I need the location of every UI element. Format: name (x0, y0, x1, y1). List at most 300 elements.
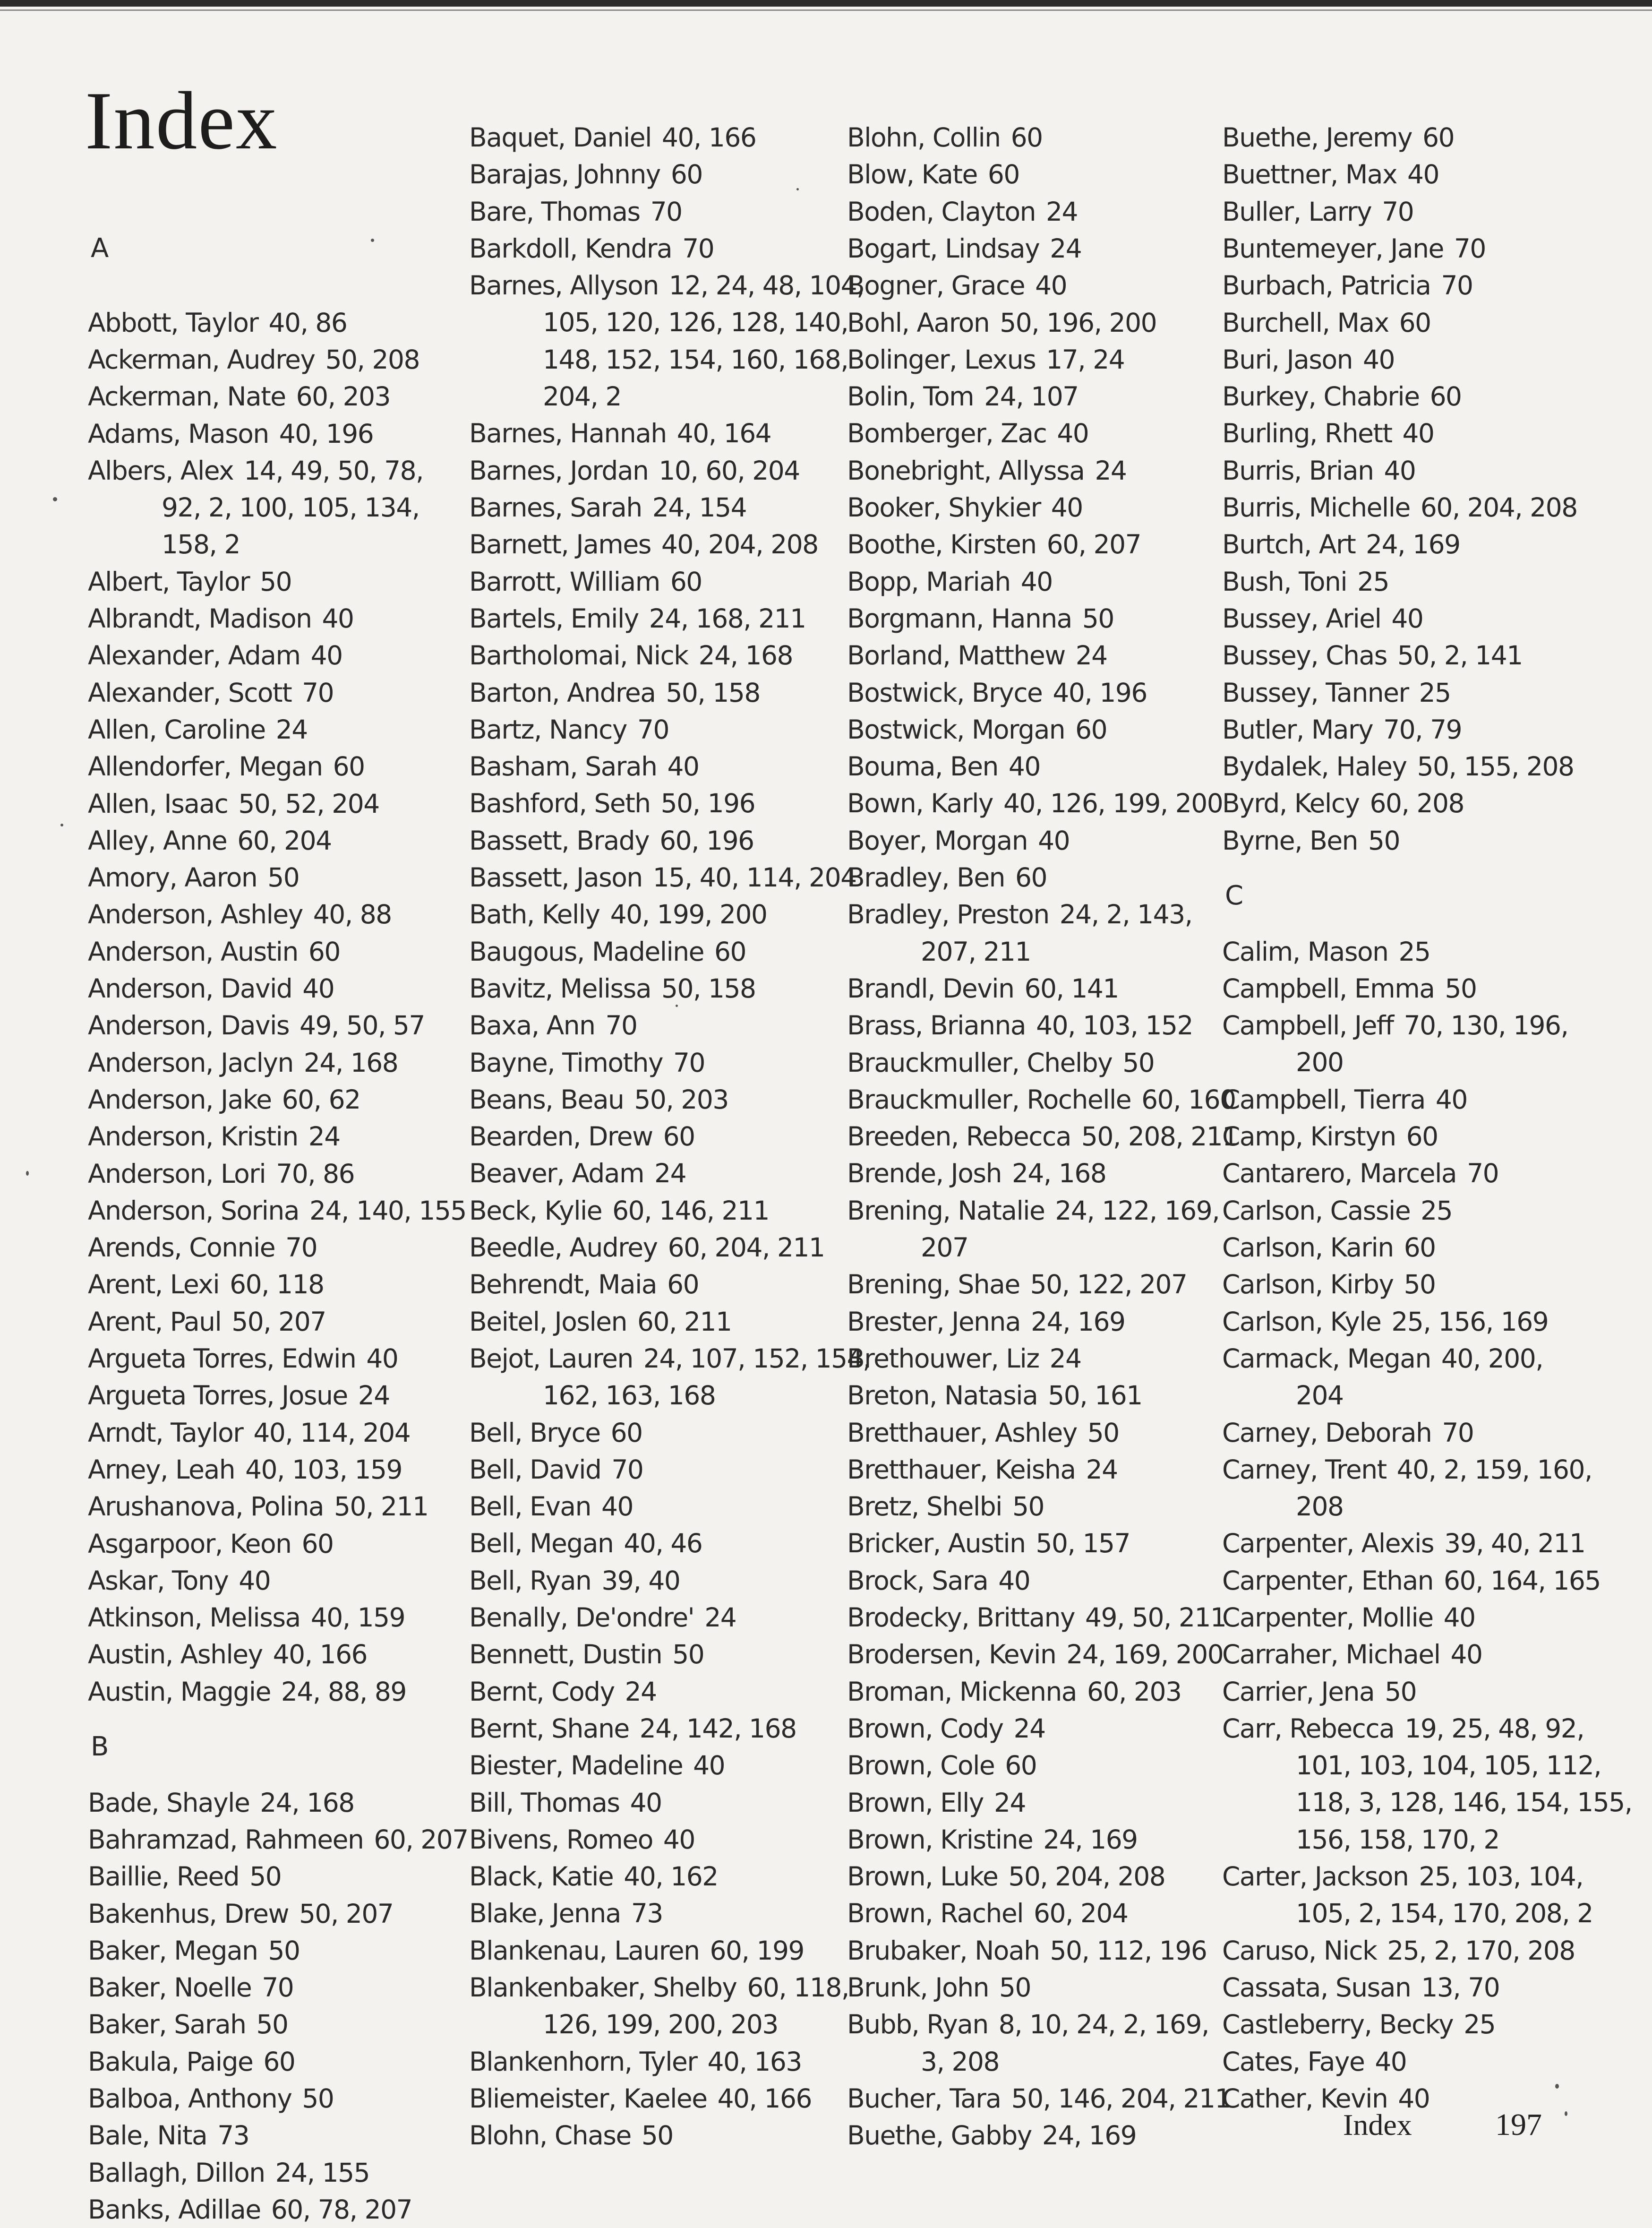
index-entry (847, 267, 1215, 304)
index-entry (469, 119, 838, 156)
entry-pages: 24 (654, 1158, 686, 1189)
entry-pages-continued: 3, 208 (921, 2046, 999, 2077)
entry-name: Bretz, Shelbi (847, 1491, 1002, 1522)
entry-name: Carlson, Kyle (1222, 1306, 1381, 1337)
entry-name: Behrendt, Maia (469, 1269, 657, 1300)
entry-name: Arndt, Taylor (88, 1417, 243, 1448)
index-entry (1222, 526, 1591, 563)
index-entry (1222, 1081, 1591, 1118)
entry-name: Brauckmuller, Rochelle (847, 1084, 1131, 1115)
entry-pages: 60 (1399, 307, 1431, 338)
entry-name: Baillie, Reed (88, 1861, 240, 1892)
entry-pages: 60, 203 (1087, 1676, 1181, 1707)
index-entry (847, 1821, 1215, 1858)
index-entry (847, 341, 1215, 378)
entry-name: Balboa, Anthony (88, 2083, 292, 2114)
index-entry (88, 1377, 456, 1414)
index-entry (88, 822, 456, 859)
entry-pages: 70 (650, 196, 682, 227)
index-entry (469, 785, 838, 822)
entry-pages: 40 (1008, 751, 1040, 782)
entry-name: Carrier, Jena (1222, 1676, 1375, 1707)
entry-name: Bomberger, Zac (847, 418, 1047, 449)
scan-speck (53, 497, 57, 501)
index-entry (847, 600, 1215, 637)
entry-pages: 50, 158 (661, 973, 756, 1004)
entry-name: Bydalek, Haley (1222, 751, 1407, 782)
index-entry (847, 1044, 1215, 1081)
index-entry (1222, 1562, 1601, 1599)
entry-name: Ackerman, Nate (88, 381, 286, 412)
entry-name: Bartz, Nancy (469, 714, 627, 745)
entry-name: Campbell, Emma (1222, 973, 1435, 1004)
scan-speck (676, 1005, 678, 1007)
index-entry (1222, 1118, 1591, 1155)
entry-name: Brodecky, Brittany (847, 1602, 1075, 1633)
entry-pages: 60, 211 (637, 1306, 732, 1337)
entry-name: Bivens, Romeo (469, 1824, 653, 1855)
entry-pages: 40 (366, 1343, 398, 1374)
entry-pages: 39, 40 (601, 1565, 680, 1596)
index-entry (469, 1488, 838, 1525)
index-entry (88, 1007, 456, 1044)
index-entry (469, 1118, 838, 1155)
top-border-thin (0, 9, 1652, 11)
entry-name: Buri, Jason (1222, 344, 1353, 375)
entry-pages-continued: 105, 120, 126, 128, 140, (543, 307, 848, 338)
entry-pages: 24 (308, 1121, 340, 1152)
entry-name: Bassett, Jason (469, 862, 642, 893)
index-entry (469, 1192, 838, 1229)
top-border (0, 0, 1652, 7)
entry-name: Carter, Jackson (1222, 1861, 1409, 1892)
entry-pages: 50 (1385, 1676, 1417, 1707)
entry-name: Banks, Adillae (88, 2194, 261, 2225)
entry-pages: 50 (1404, 1269, 1436, 1300)
entry-pages: 50, 203 (634, 1084, 728, 1115)
entry-name: Bolin, Tom (847, 381, 974, 412)
index-entry (469, 859, 856, 896)
entry-pages: 24 (993, 1787, 1026, 1818)
entry-name: Bolinger, Lexus (847, 344, 1036, 375)
entry-pages: 60 (1010, 122, 1043, 153)
index-entry (469, 1044, 838, 1081)
entry-name: Bell, Ryan (469, 1565, 591, 1596)
entry-pages: 25 (1419, 677, 1451, 708)
entry-pages: 60 (987, 159, 1019, 190)
entry-pages: 40 (1443, 1602, 1475, 1633)
entry-pages: 40 (630, 1787, 662, 1818)
index-entry (88, 896, 456, 933)
entry-name: Bown, Karly (847, 788, 993, 819)
entry-name: Basham, Sarah (469, 751, 657, 782)
entry-name: Bliemeister, Kaelee (469, 2083, 707, 2114)
entry-name: Bretthauer, Keisha (847, 1454, 1076, 1485)
entry-name: Camp, Kirstyn (1222, 1121, 1396, 1152)
index-entry (88, 600, 456, 637)
entry-name: Carney, Deborah (1222, 1417, 1432, 1448)
index-entry (847, 1303, 1215, 1340)
entry-pages: 40 (1450, 1639, 1482, 1670)
entry-name: Beaver, Adam (469, 1158, 644, 1189)
entry-pages: 70 (302, 677, 334, 708)
entry-name: Allen, Isaac (88, 788, 228, 819)
scan-speck (1565, 2111, 1567, 2116)
entry-pages: 50, 157 (1036, 1528, 1130, 1559)
index-entry (1222, 1007, 1591, 1081)
entry-name: Bell, Megan (469, 1528, 614, 1559)
entry-name: Beans, Beau (469, 1084, 624, 1115)
entry-pages: 40 (322, 603, 354, 634)
scan-speck (1555, 2084, 1559, 2089)
index-entry (88, 1636, 456, 1673)
index-entry (1222, 267, 1591, 304)
index-entry (1222, 341, 1591, 378)
entry-pages: 40, 88 (313, 899, 392, 930)
index-entry (469, 489, 838, 526)
entry-pages: 40, 159 (310, 1602, 405, 1633)
index-entry (1222, 2043, 1591, 2080)
entry-name: Brown, Luke (847, 1861, 998, 1892)
index-entry (847, 378, 1215, 415)
index-entry (469, 970, 838, 1007)
entry-name: Brock, Sara (847, 1565, 988, 1596)
entry-pages: 24, 2, 143, (1059, 899, 1192, 930)
index-entry (847, 859, 1215, 896)
index-entry (88, 1562, 456, 1599)
index-entry (1222, 637, 1591, 674)
entry-name: Cather, Kevin (1222, 2083, 1388, 2114)
entry-name: Bradley, Preston (847, 899, 1049, 930)
entry-pages: 24 (1095, 455, 1127, 486)
entry-pages: 40, 199, 200 (610, 899, 767, 930)
entry-name: Atkinson, Melissa (88, 1602, 300, 1633)
entry-name: Bassett, Brady (469, 825, 650, 856)
entry-pages: 50, 208, 211 (1081, 1121, 1238, 1152)
entry-name: Blohn, Chase (469, 2120, 631, 2151)
entry-name: Buethe, Jeremy (1222, 122, 1412, 153)
index-entry (1222, 711, 1591, 748)
entry-name: Brown, Rachel (847, 1898, 1024, 1929)
index-entry (1222, 1636, 1591, 1673)
entry-name: Baker, Sarah (88, 2009, 246, 2040)
entry-name: Arends, Connie (88, 1232, 275, 1263)
entry-name: Bearden, Drew (469, 1121, 653, 1152)
index-entry (1222, 1525, 1591, 1562)
entry-pages-continued: 101, 103, 104, 105, 112, (1296, 1750, 1601, 1781)
entry-pages: 24, 168 (260, 1787, 354, 1818)
index-entry (847, 637, 1215, 674)
entry-pages: 60 (714, 936, 746, 967)
entry-name: Bretthauer, Ashley (847, 1417, 1077, 1448)
entry-pages: 73 (631, 1898, 663, 1929)
index-entry (1222, 193, 1591, 230)
index-entry (1222, 970, 1591, 1007)
index-entry (847, 1007, 1215, 1044)
entry-pages: 50, 122, 207 (1030, 1269, 1187, 1300)
entry-pages: 19, 25, 48, 92, (1404, 1713, 1584, 1744)
entry-name: Brass, Brianna (847, 1010, 1026, 1041)
index-entry (847, 1969, 1215, 2006)
entry-name: Bade, Shayle (88, 1787, 250, 1818)
entry-name: Bartels, Emily (469, 603, 639, 634)
entry-pages: 60, 196 (659, 825, 754, 856)
entry-pages: 40 (667, 751, 699, 782)
entry-name: Baker, Megan (88, 1935, 258, 1966)
entry-name: Anderson, Austin (88, 936, 298, 967)
entry-pages: 8, 10, 24, 2, 169, (998, 2009, 1209, 2040)
entry-pages: 60 (1422, 122, 1455, 153)
entry-pages: 50, 146, 204, 211 (1011, 2083, 1231, 2114)
index-entry (469, 822, 838, 859)
entry-name: Bill, Thomas (469, 1787, 620, 1818)
entry-pages: 13, 70 (1421, 1972, 1500, 2003)
entry-pages: 60 (663, 1121, 695, 1152)
entry-pages: 24, 168 (698, 640, 793, 671)
index-entry (847, 415, 1215, 452)
entry-name: Bohl, Aaron (847, 307, 990, 338)
entry-name: Bubb, Ryan (847, 2009, 988, 2040)
entry-name: Allen, Caroline (88, 714, 265, 745)
entry-pages: 60, 160 (1141, 1084, 1236, 1115)
index-entry (469, 415, 838, 452)
entry-name: Brodersen, Kevin (847, 1639, 1056, 1670)
entry-pages-continued: 204 (1296, 1380, 1344, 1411)
index-entry (847, 230, 1215, 267)
index-entry (469, 1599, 838, 1636)
entry-name: Bakenhus, Drew (88, 1898, 289, 1929)
entry-name: Arney, Leah (88, 1454, 235, 1485)
index-entry (469, 526, 838, 563)
entry-pages: 40, 196 (279, 418, 374, 449)
entry-pages-continued: 105, 2, 154, 170, 208, 2 (1296, 1898, 1593, 1929)
entry-pages: 40 (1020, 566, 1053, 597)
entry-pages: 70 (1382, 196, 1414, 227)
entry-name: Brende, Josh (847, 1158, 1001, 1189)
entry-name: Brown, Kristine (847, 1824, 1033, 1855)
index-entry (469, 1710, 838, 1747)
entry-pages: 60 (333, 751, 365, 782)
entry-name: Boyer, Morgan (847, 825, 1028, 856)
entry-pages: 40, 164 (676, 418, 771, 449)
index-entry (469, 193, 838, 230)
entry-name: Benally, De'ondre' (469, 1602, 694, 1633)
index-entry (847, 1155, 1215, 1192)
entry-pages: 24, 168, 211 (649, 603, 806, 634)
entry-pages: 60 (667, 1269, 699, 1300)
entry-name: Barnes, Hannah (469, 418, 667, 449)
index-entry (847, 452, 1215, 489)
entry-name: Byrne, Ben (1222, 825, 1358, 856)
entry-name: Albrandt, Madison (88, 603, 312, 634)
index-entry (469, 267, 865, 415)
entry-name: Carlson, Kirby (1222, 1269, 1394, 1300)
entry-pages: 25 (1421, 1195, 1453, 1226)
index-entry (88, 1784, 456, 1821)
entry-pages: 24 (1086, 1454, 1118, 1485)
entry-pages: 60, 207 (1046, 529, 1141, 560)
index-entry (469, 674, 838, 711)
entry-name: Boothe, Kirsten (847, 529, 1036, 560)
index-entry (469, 711, 838, 748)
entry-pages: 70 (605, 1010, 637, 1041)
index-entry (469, 563, 838, 600)
entry-pages: 14, 49, 50, 78, (244, 455, 424, 486)
entry-pages: 60, 204, 211 (668, 1232, 825, 1263)
entry-name: Barnes, Jordan (469, 455, 649, 486)
entry-pages: 40, 200, (1441, 1343, 1543, 1374)
entry-name: Anderson, David (88, 973, 292, 1004)
entry-name: Askar, Tony (88, 1565, 229, 1596)
entry-name: Beck, Kylie (469, 1195, 602, 1226)
index-entry (847, 674, 1215, 711)
index-entry (847, 1673, 1215, 1710)
index-entry (1222, 1266, 1591, 1303)
index-entry (1222, 1673, 1591, 1710)
entry-name: Arent, Paul (88, 1306, 222, 1337)
entry-pages: 70 (1442, 1417, 1474, 1448)
entry-pages: 40, 204, 208 (661, 529, 818, 560)
index-entry (88, 378, 456, 415)
entry-pages: 40, 163 (707, 2046, 802, 2077)
entry-name: Abbott, Taylor (88, 307, 258, 338)
index-entry (88, 1488, 456, 1525)
entry-name: Amory, Aaron (88, 862, 257, 893)
index-entry (469, 2043, 838, 2080)
index-entry (88, 2154, 456, 2191)
index-entry (847, 119, 1215, 156)
index-entry (847, 1858, 1215, 1895)
entry-pages: 25 (1357, 566, 1389, 597)
index-entry (1222, 1229, 1591, 1266)
entry-pages: 70 (1441, 270, 1473, 301)
entry-pages: 50, 161 (1048, 1380, 1142, 1411)
entry-pages: 50 (999, 1972, 1031, 2003)
entry-pages: 24, 122, 169, (1055, 1195, 1220, 1226)
index-entry (847, 1599, 1226, 1636)
entry-pages: 40, 114, 204 (253, 1417, 411, 1448)
entry-name: Bakula, Paige (88, 2046, 253, 2077)
index-entry (1222, 119, 1591, 156)
index-entry (469, 1895, 838, 1932)
footer-section-label: Index (1343, 2108, 1412, 2142)
entry-pages: 24, 169 (1042, 2120, 1137, 2151)
entry-pages: 50 (1122, 1047, 1155, 1078)
index-entry (88, 637, 456, 674)
entry-pages: 24 (1049, 1343, 1081, 1374)
index-entry (847, 1895, 1215, 1932)
entry-name: Breton, Natasia (847, 1380, 1038, 1411)
entry-pages: 40, 162 (624, 1861, 718, 1892)
entry-pages: 24 (1075, 640, 1107, 671)
entry-pages: 15, 40, 114, 204 (652, 862, 856, 893)
entry-pages: 60 (1075, 714, 1107, 745)
entry-pages: 24, 169 (1366, 529, 1460, 560)
entry-name: Bartholomai, Nick (469, 640, 688, 671)
entry-name: Bell, Evan (469, 1491, 591, 1522)
entry-pages: 50, 211 (334, 1491, 428, 1522)
index-entry (1222, 1858, 1591, 1932)
index-entry (469, 1081, 838, 1118)
index-entry (469, 156, 838, 193)
entry-pages: 49, 50, 211 (1085, 1602, 1226, 1633)
entry-pages: 40, 46 (624, 1528, 702, 1559)
index-entry (1222, 1969, 1591, 2006)
entry-pages-continued: 158, 2 (162, 529, 240, 560)
letter-heading: A (91, 233, 109, 264)
entry-name: Blankenbaker, Shelby (469, 1972, 737, 2003)
entry-name: Campbell, Jeff (1222, 1010, 1394, 1041)
entry-pages-continued: 207 (921, 1232, 968, 1263)
index-entry (1222, 415, 1591, 452)
index-entry (88, 415, 456, 452)
entry-name: Buntemeyer, Jane (1222, 233, 1444, 264)
entry-pages: 24 (275, 714, 308, 745)
index-entry (1222, 1932, 1591, 1969)
entry-pages: 25 (1398, 936, 1430, 967)
index-entry (847, 2080, 1231, 2117)
index-entry (469, 1007, 838, 1044)
index-entry (1222, 230, 1591, 267)
index-entry (88, 2006, 456, 2043)
entry-name: Carpenter, Ethan (1222, 1565, 1434, 1596)
entry-pages: 70 (611, 1454, 643, 1485)
index-entry (847, 156, 1215, 193)
entry-pages: 60, 62 (282, 1084, 360, 1115)
entry-name: Alexander, Adam (88, 640, 300, 671)
index-entry (88, 1821, 468, 1858)
index-entry (88, 1155, 456, 1192)
entry-name: Bale, Nita (88, 2120, 207, 2151)
entry-pages: 24, 154 (652, 492, 747, 523)
entry-name: Blow, Kate (847, 159, 977, 190)
entry-name: Bernt, Shane (469, 1713, 629, 1744)
entry-name: Bussey, Ariel (1222, 603, 1381, 634)
entry-name: Barnes, Sarah (469, 492, 642, 523)
index-entry (469, 1414, 838, 1451)
index-entry (88, 674, 456, 711)
entry-pages: 60, 204, 208 (1420, 492, 1577, 523)
entry-name: Booker, Shykier (847, 492, 1041, 523)
letter-heading: C (1225, 880, 1244, 912)
entry-pages: 60 (610, 1417, 642, 1448)
entry-name: Blankenhorn, Tyler (469, 2046, 697, 2077)
entry-pages-continued: 162, 163, 168 (543, 1380, 716, 1411)
index-entry (847, 748, 1215, 785)
entry-pages: 60 (1406, 1121, 1438, 1152)
index-entry (88, 2080, 456, 2117)
entry-pages: 60 (308, 936, 340, 967)
entry-pages: 50 (268, 1935, 300, 1966)
index-entry (469, 1155, 838, 1192)
index-entry (847, 1118, 1238, 1155)
letter-heading: B (91, 1731, 109, 1763)
index-entry (847, 1784, 1215, 1821)
index-entry (88, 1081, 456, 1118)
entry-pages: 40 (1051, 492, 1083, 523)
entry-pages: 40, 103, 159 (245, 1454, 402, 1485)
entry-name: Cantarero, Marcela (1222, 1158, 1457, 1189)
index-entry (469, 748, 838, 785)
entry-pages: 50 (302, 2083, 334, 2114)
index-entry (469, 1932, 838, 1969)
entry-pages: 24, 88, 89 (281, 1676, 406, 1707)
entry-pages: 25, 103, 104, (1419, 1861, 1584, 1892)
entry-pages: 24, 107 (984, 381, 1079, 412)
entry-pages: 50, 204, 208 (1008, 1861, 1165, 1892)
entry-name: Bussey, Chas (1222, 640, 1387, 671)
index-entry (469, 1229, 838, 1266)
